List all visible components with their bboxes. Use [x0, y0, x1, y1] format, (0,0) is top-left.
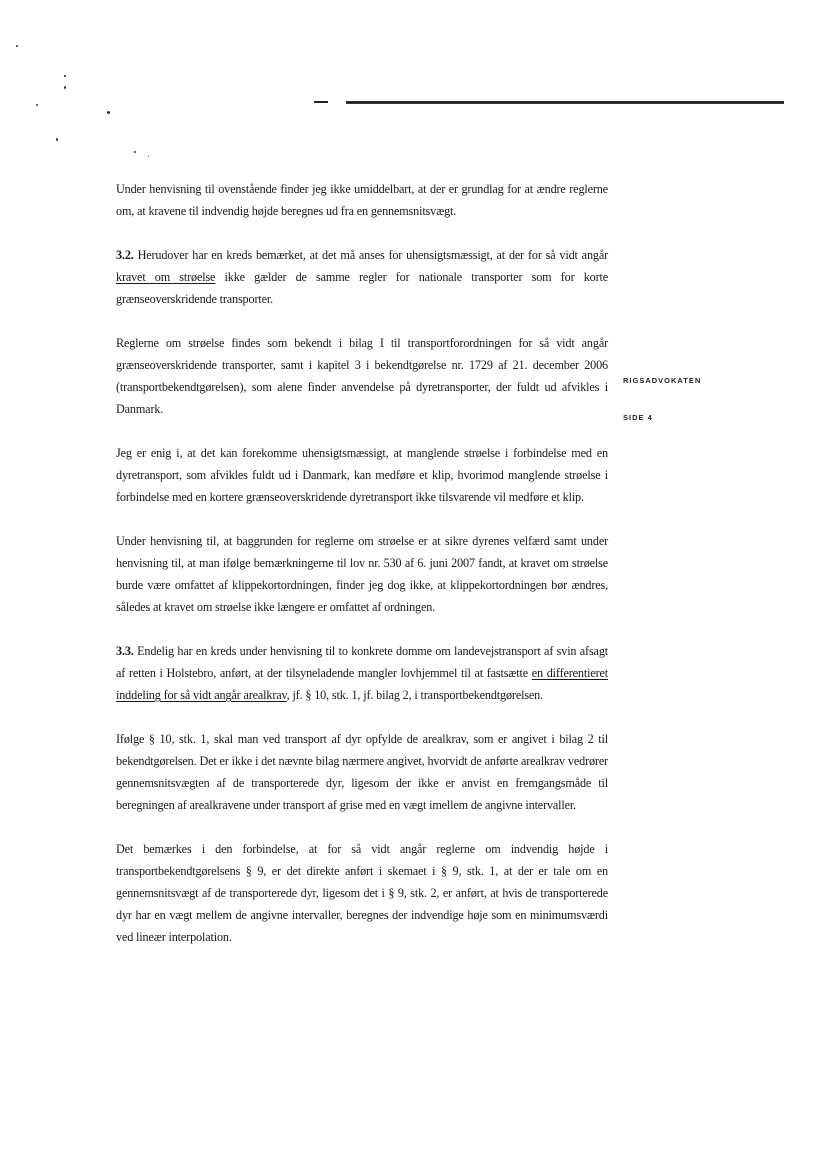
- paragraph-text: Endelig har en kreds under henvisning til to konkrete domme om landevejstransport af svin afsagt af retten i Holstebro, anført, at der tilsyneladende mangler lovhjemmel til at fastsætte: [116, 644, 608, 680]
- section-number: 3.2.: [116, 248, 134, 262]
- scan-speck: [16, 45, 18, 47]
- paragraph-text: , jf. § 10, stk. 1, jf. bilag 2, i transportbekendtgørelsen.: [286, 688, 544, 702]
- paragraph-3-2: [116, 244, 608, 310]
- page-number: SIDE 4: [623, 413, 653, 422]
- paragraph: Jeg er enig i, at det kan forekomme uhensigtsmæssigt, at manglende strøelse i forbindelse med en dyretransport, som afvikles fuldt ud i Danmark, kan medføre et klip, hvorimod manglende strøelse i forbindelse med en kortere grænseoverskridende dyretransport ikke tilsvarende vil medføre et klip.: [116, 446, 608, 504]
- paragraph-text: ikke gælder de samme regler for nationale transporter som for korte grænseoverskridende transporter.: [116, 270, 608, 306]
- underlined-text: en differentieret inddeling for så vidt angår arealkrav: [116, 666, 608, 702]
- scan-speck: [64, 75, 66, 77]
- section-number: 3.3.: [116, 644, 134, 658]
- header-rule-short: [314, 101, 328, 103]
- paragraph: Reglerne om strøelse findes som bekendt i bilag I til transportforordningen for så vidt angår grænseoverskridende transporter, samt i kapitel 3 i bekendtgørelse nr. 1729 af 21. december 2006 (transportbekendtgørelsen), som alene finder anvendelse på dyretransporter, der fuldt ud afvikles i Danmark.: [116, 336, 608, 416]
- scan-speck: [64, 86, 66, 89]
- scan-speck: [56, 138, 58, 141]
- paragraph: Under henvisning til ovenstående finder jeg ikke umiddelbart, at der er grundlag for at ændre reglerne om, at kravene til indvendig højde beregnes ud fra en gennemsnitsvægt.: [116, 182, 608, 218]
- sender-label: RIGSADVOKATEN: [623, 376, 702, 385]
- scan-speck: [107, 111, 110, 114]
- letter-body: [116, 178, 608, 970]
- scan-speck: [36, 104, 38, 106]
- scan-speck: [134, 151, 136, 153]
- paragraph: Ifølge § 10, stk. 1, skal man ved transport af dyr opfylde de arealkrav, som er angivet i bilag 2 til bekendtgørelsen. Det er ikke i det nævnte bilag nærmere angivet, hvorvidt de anførte arealkrav vedrører gennemsnitsvægten af de transporterede dyr, ligesom der ikke er anvist en fremgangsmåde til beregningen af arealkravene under transport af grise med en vægt imellem de angivne intervaller.: [116, 732, 608, 812]
- paragraph: Det bemærkes i den forbindelse, at for så vidt angår reglerne om indvendig højde i transportbekendtgørelsens § 9, er det direkte anført i skemaet i § 9, stk. 1, at der er tale om en gennemsnitsvægt af de transporterede dyr, ligesom det i § 9, stk. 2, er anført, at hvis de transporterede dyr har en vægt mellem de angivne intervaller, beregnes der indvendige høje som en minimumsværdi ved lineær interpolation.: [116, 842, 608, 944]
- paragraph-3-3: [116, 640, 608, 706]
- underlined-text: kravet om strøelse: [116, 270, 216, 284]
- header-rule: [346, 101, 784, 104]
- paragraph: Under henvisning til, at baggrunden for reglerne om strøelse er at sikre dyrenes velfærd samt under henvisning til, at man ifølge bemærkningerne til lov nr. 530 af 6. juni 2007 fandt, at kravet om strøelse burde være omfattet af klippekortordningen, finder jeg dog ikke, at klippekortordningen bør ændres, således at kravet om strøelse ikke længere er omfattet af ordningen.: [116, 534, 608, 614]
- paragraph-text: Herudover har en kreds bemærket, at det må anses for uhensigtsmæssigt, at der for så vidt angår: [133, 248, 608, 262]
- scan-speck: [148, 156, 149, 157]
